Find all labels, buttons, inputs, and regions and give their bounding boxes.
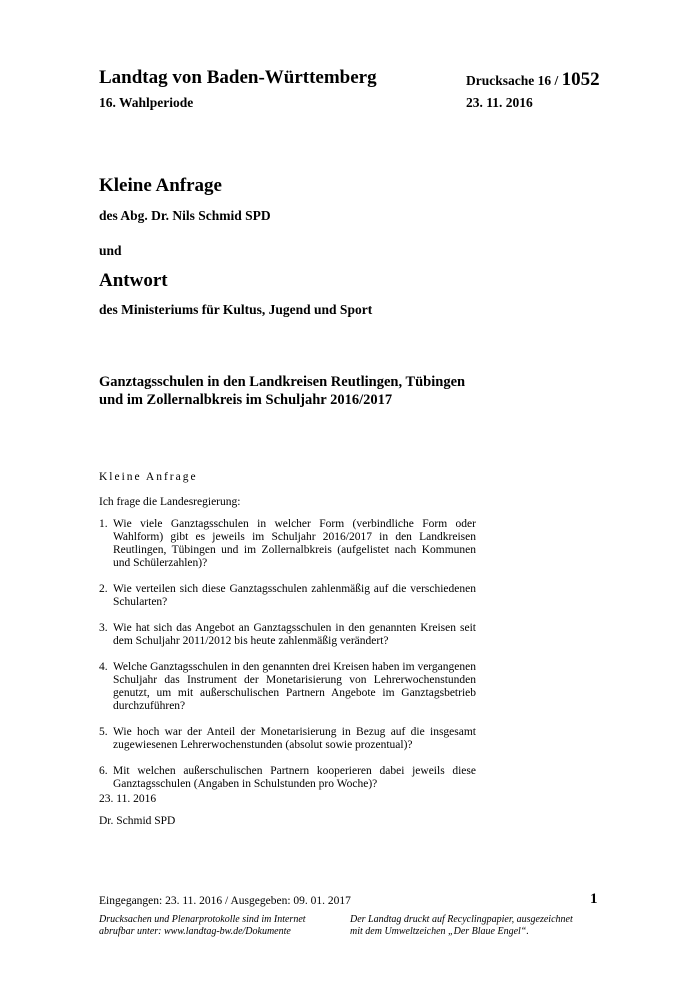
intro-text: Ich frage die Landesregierung:	[99, 496, 241, 508]
question-item	[99, 518, 476, 570]
page-number: 1	[590, 891, 598, 907]
question-text: Wie verteilen sich diese Ganztagsschulen zahlenmäßig auf die verschiedenen Schularten?	[113, 583, 476, 608]
question-number: 5.	[99, 726, 108, 738]
heading-antwort: Antwort	[99, 270, 168, 291]
topic-title	[99, 373, 519, 409]
topic-line-2: und im Zollernalbkreis im Schuljahr 2016/2017	[99, 392, 393, 408]
question-number: 6.	[99, 765, 108, 777]
ministry-line: des Ministeriums für Kultus, Jugend und Sport	[99, 302, 373, 317]
question-text: Wie hoch war der Anteil der Monetarisierung in Bezug auf die insgesamt zugewiesenen Lehrerwochenstunden (absolut sowie prozentual)?	[113, 726, 476, 751]
heading-kleine-anfrage: Kleine Anfrage	[99, 175, 222, 196]
topic-line-1: Ganztagsschulen in den Landkreisen Reutlingen, Tübingen	[99, 374, 466, 390]
parliament-name: Landtag von Baden-Württemberg	[99, 67, 377, 88]
author-line: des Abg. Dr. Nils Schmid SPD	[99, 208, 271, 223]
question-item	[99, 661, 476, 713]
document-date: 23. 11. 2016	[466, 95, 533, 110]
inquiry-date: 23. 11. 2016	[99, 793, 157, 805]
question-number: 1.	[99, 518, 108, 530]
question-text: Mit welchen außerschulischen Partnern kooperieren dabei jeweils diese Ganztagsschulen (Angaben in Schulstunden pro Woche)?	[113, 765, 476, 790]
question-text: Welche Ganztagsschulen in den genannten drei Kreisen haben im vergangenen Schuljahr das Instrument der Monetarisierung von Lehrerwochenstunden genutzt, um mit außerschulischen Partnern Angebote im Ganztagsbetrieb durchzuführen?	[113, 661, 476, 712]
question-text: Wie hat sich das Angebot an Ganztagsschulen in den genannten Kreisen seit dem Schuljahr 2011/2012 bis heute zahlenmäßig verändert?	[113, 622, 476, 647]
question-number: 4.	[99, 661, 108, 673]
legislative-period: 16. Wahlperiode	[99, 95, 194, 110]
signature: Dr. Schmid SPD	[99, 815, 176, 827]
footnote-recycling: Der Landtag druckt auf Recyclingpapier, ausgezeichnet mit dem Umweltzeichen „Der Blaue Engel“.	[350, 914, 573, 937]
document-number-value: 1052	[561, 69, 600, 90]
connector-und: und	[99, 243, 122, 258]
question-number: 3.	[99, 622, 108, 634]
question-item	[99, 622, 476, 648]
section-label: Kleine Anfrage	[99, 471, 198, 483]
footnote-internet: Drucksachen und Plenarprotokolle sind im Internet abrufbar unter: www.landtag-bw.de/Dokumente	[99, 914, 306, 937]
question-list	[99, 518, 476, 804]
question-number: 2.	[99, 583, 108, 595]
received-issued-line: Eingegangen: 23. 11. 2016 / Ausgegeben: 09. 01. 2017	[99, 895, 351, 907]
document-label: Drucksache 16 /	[466, 73, 562, 88]
question-item	[99, 726, 476, 752]
question-item	[99, 583, 476, 609]
question-text: Wie viele Ganztagsschulen in welcher Form (verbindliche Form oder Wahlform) gibt es jeweils im Schuljahr 2016/2017 in den Landkreisen Reutlingen, Tübingen und im Zollernalbkreis (aufgelistet nach Kommunen und Schülerzahlen)?	[113, 518, 476, 569]
document-number	[466, 69, 600, 91]
question-item	[99, 765, 476, 791]
